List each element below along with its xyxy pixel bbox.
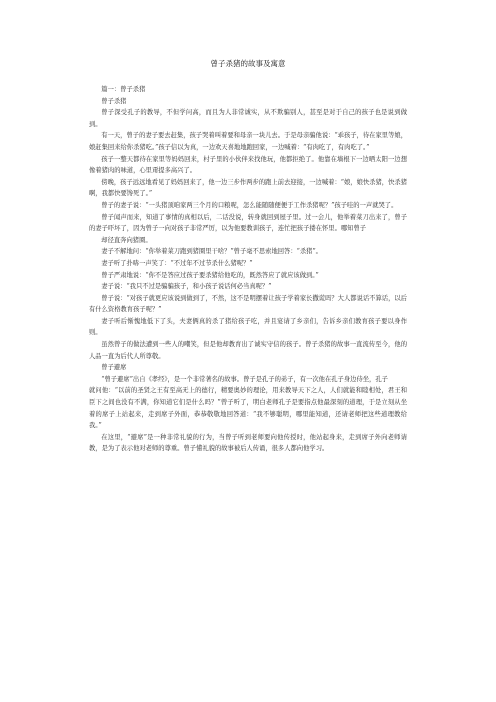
story-heading: 曾子杀猪 — [101, 97, 127, 105]
section-heading: 篇一：曾子杀猪 — [101, 86, 146, 93]
paragraph: 孩子一整天都待在家里等妈妈回来，村子里的小伙伴来找他玩，他都拒绝了。他靠在墙根下一边晒太阳一边想像着猪肉的味道，心里甭提多高兴了。 — [89, 155, 407, 175]
paragraph: 却径直奔向猪圈。 — [101, 236, 152, 244]
paragraph: 虽然曾子的做法遭到一些人的嘲笑，但是他却教育出了诚实守信的孩子。曾子杀猪的故事一直流传至今，他的人品一直为后代人所尊敬。 — [89, 341, 407, 360]
paragraph: 有一天，曾子的妻子要去赶集，孩子哭着叫着要和母亲一块儿去。于是母亲骗他说：“乖孩子，待在家里等娘，娘赶集回来给你杀猪吃。”孩子信以为真，一边欢天喜地地跑回家，一边喊着：“有肉吃了，有肉吃了。” — [89, 132, 407, 151]
paragraph: 在这里，“避席”是一种非常礼貌的行为，当曾子听到老师要向他传授时，他站起身来，走到席子外向老师请教，是为了表示他对老师的尊重。曾子懂礼貌的故事被后人传诵，很多人都向他学习。 — [89, 433, 407, 453]
paragraph: 妻子说：“我只不过是骗骗孩子，和小孩子说话何必当真呢？” — [101, 283, 272, 291]
paragraph: 曾子严肃地说：“你不是答应过孩子要杀猪给他吃的，既然答应了就应该做到。” — [101, 271, 319, 279]
paragraph: 曾子的妻子说：“一头猪顶咱家两三个月的口粮呢，怎么能随随便便于工作杀猪呢？”孩子哇的一声就哭了。 — [101, 201, 398, 209]
paragraph: 妻子听了扑哧一声笑了：“不过年不过节杀什么猪呢？” — [101, 259, 253, 267]
paragraph: 曾子深受孔子的教导，不但学问高，而且为人非常诚实，从不欺骗别人，甚至是对于自己的孩子也是说到做到。 — [89, 109, 407, 128]
document-body — [89, 84, 407, 455]
paragraph: 曾子说：“对孩子就更应该说到做到了，不然，这不是明摆着让孩子学着家长撒谎吗？大人都说话不算话，以后有什么资格教育孩子呢？” — [89, 294, 407, 314]
story-heading: 曾子避席 — [101, 364, 127, 372]
paragraph: 就问他：“以前的圣贤之王有至高无上的德行，精要奥妙的理论，用来教导天下之人，人们就能和睦相处，君王和臣下之间也没有不满，你知道它们是什么吗？”曾子听了，明白老师孔子是要指点他最深刻的道理，于是立刻从坐着的席子上站起来，走到席子外面，恭恭敬敬地回答道：“我不够聪明，哪里能知道，还请老师把这些道理教给我。” — [89, 387, 407, 430]
paragraph: 傍晚，孩子远远地看见了妈妈回来了，他一边三步作两步的跑上前去迎接，一边喊着：“娘，娘快杀猪，快杀猪啊，我都快要馋死了。” — [89, 178, 407, 198]
paragraph: 妻子听后惭愧地低下了头，夫妻俩真的杀了猪给孩子吃，并且宴请了乡亲们，告诉乡亲们教育孩子要以身作则。 — [89, 317, 407, 337]
page-title: 曾子杀猪的故事及寓意 — [210, 59, 286, 68]
paragraph: 曾子闻声而来，知道了事情的真相以后，二话没说，转身就回到屋子里。过一会儿，他举着菜刀出来了，曾子的妻子吓坏了，因为曾子一向对孩子非常严厉，以为他要教训孩子，连忙把孩子搂在怀里。哪知曾子 — [89, 213, 407, 233]
paragraph: “曾子避席”出自《孝经》，是一个非常著名的故事。曾子是孔子的弟子，有一次他在孔子身边侍坐，孔子 — [101, 375, 388, 383]
paragraph: 妻子不解地问：“你举着菜刀跑到猪圈里干啥？”曾子毫不思索地回答：“杀猪”。 — [101, 248, 322, 256]
